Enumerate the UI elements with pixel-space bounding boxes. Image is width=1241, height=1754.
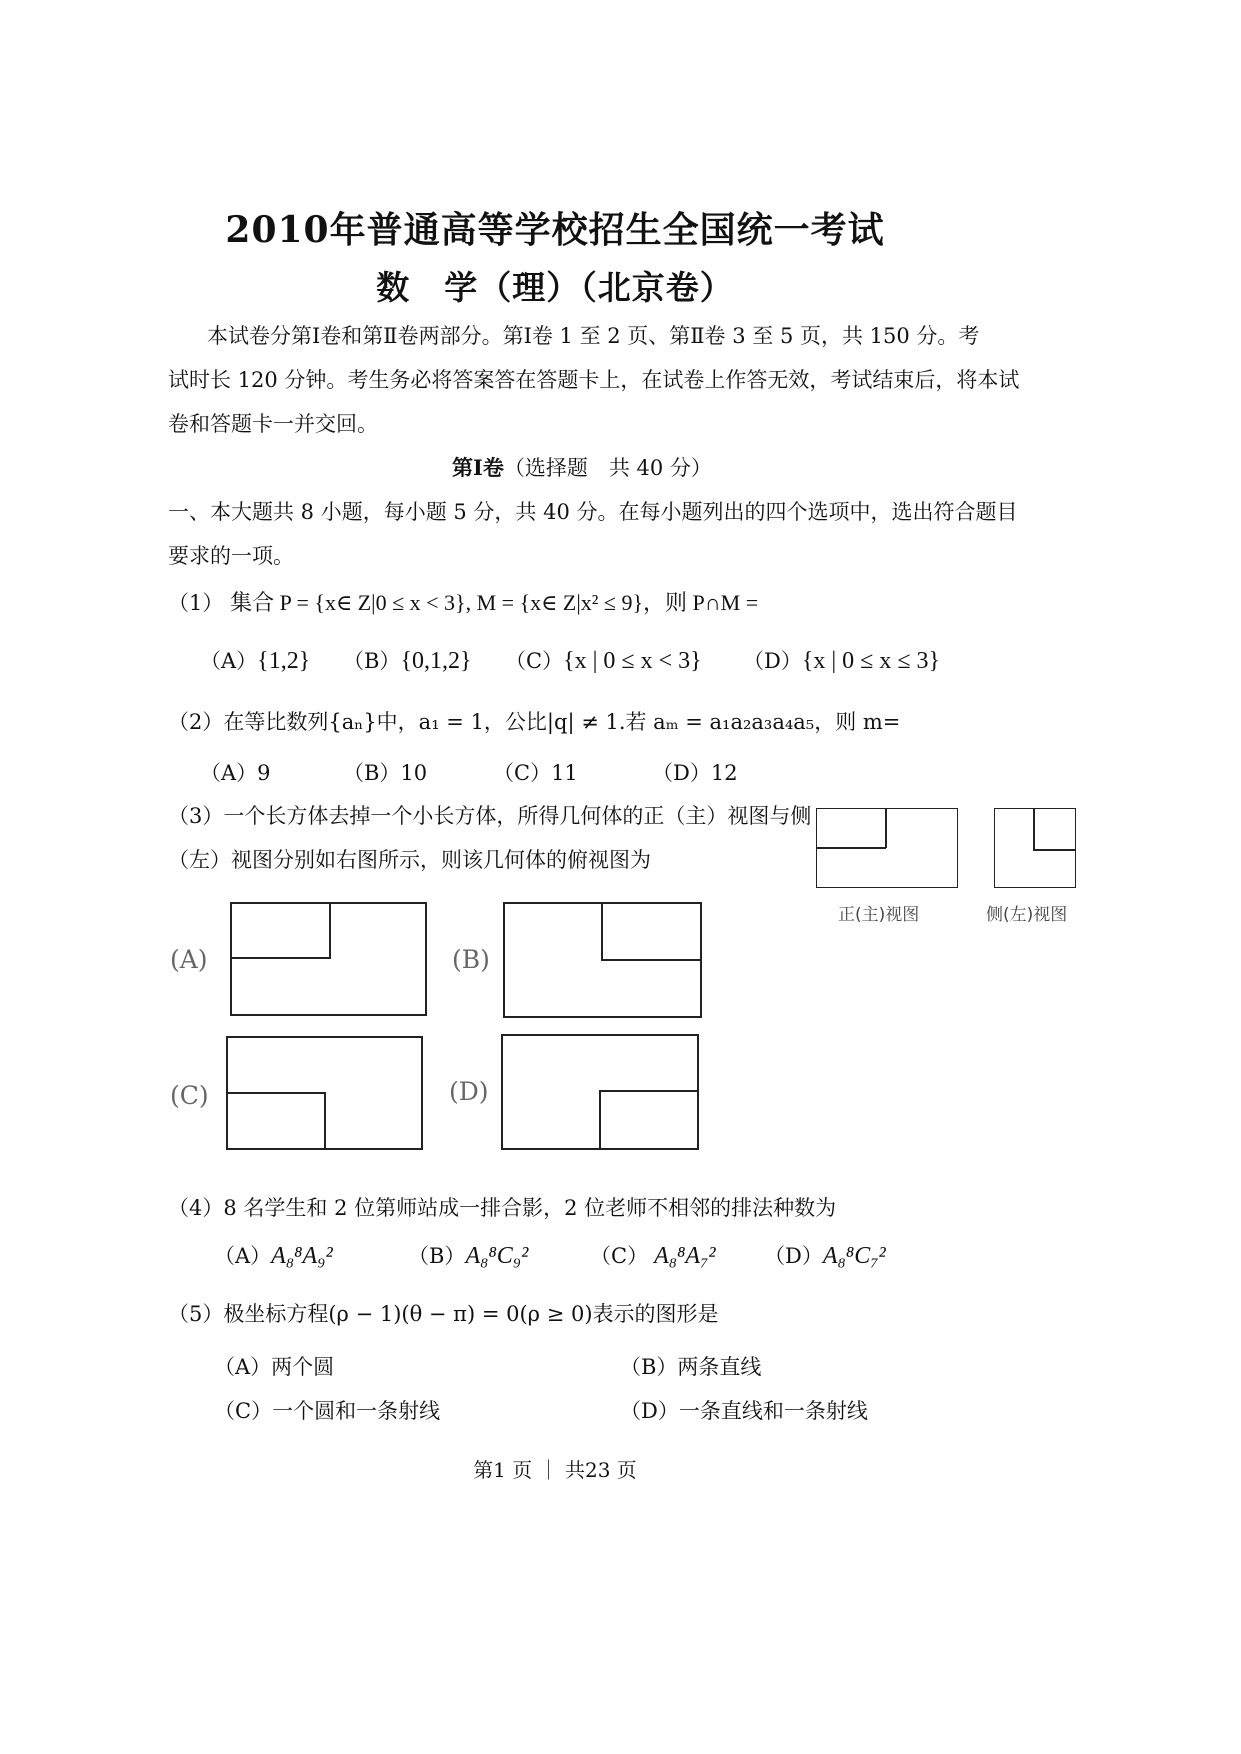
q4-option-a-label: （A） bbox=[214, 1244, 272, 1268]
q2-option-d: （D）12 bbox=[652, 761, 738, 785]
intro-line-2: 试时长 120 分钟。考生务必将答案答在答题卡上，在试卷上作答无效，考试结束后，将本试 bbox=[168, 368, 1020, 392]
q4-option-b-label: （B） bbox=[408, 1244, 466, 1268]
q1-option-b bbox=[343, 645, 471, 675]
q4-option-d-value: A₈⁸C₇² bbox=[822, 1243, 886, 1269]
q4-option-b-value: A₈⁸C₉² bbox=[465, 1243, 529, 1269]
q1-option-a-label: （A） bbox=[200, 649, 258, 673]
q4-stem: （4）8 名学生和 2 位第师站成一排合影，2 位老师不相邻的排法种数为 bbox=[168, 1196, 837, 1220]
front-view-hline bbox=[816, 847, 886, 849]
option-d-hline bbox=[599, 1090, 699, 1092]
q4-option-d-label: （D） bbox=[764, 1244, 823, 1268]
q4-option-c bbox=[590, 1240, 716, 1270]
q3-line-1: （3）一个长方体去掉一个小长方体，所得几何体的正（主）视图与侧 bbox=[168, 804, 812, 828]
option-b-hline bbox=[601, 959, 702, 961]
q5-option-c: （C）一个圆和一条射线 bbox=[214, 1399, 441, 1423]
q3-label-d: (D) bbox=[449, 1077, 489, 1106]
section-heading-bold: 第Ⅰ卷 bbox=[452, 455, 504, 480]
side-view-vline bbox=[1033, 808, 1035, 850]
option-b-vline bbox=[601, 902, 603, 961]
q1-option-c bbox=[505, 645, 702, 675]
intro-line-1: 本试卷分第Ⅰ卷和第Ⅱ卷两部分。第Ⅰ卷 1 至 2 页、第Ⅱ卷 3 至 5 页，共 150 分。考 bbox=[207, 324, 980, 348]
q2-option-c: （C）11 bbox=[493, 761, 578, 785]
option-a-vline bbox=[329, 902, 331, 959]
q2-stem: （2）在等比数列{aₙ}中，a₁ = 1，公比|q| ≠ 1.若 aₘ = a₁a₂a₃a₄a₅，则 m= bbox=[168, 710, 901, 734]
front-view-caption: 正(主)视图 bbox=[838, 905, 920, 925]
front-view-vline bbox=[885, 808, 887, 848]
instructions-line-1: 一、本大题共 8 小题，每小题 5 分，共 40 分。在每小题列出的四个选项中，选出符合题目 bbox=[168, 500, 1018, 524]
q4-option-a-value: A₈⁸A₉² bbox=[271, 1243, 333, 1269]
q1-option-d-value: {x | 0 ≤ x ≤ 3} bbox=[801, 648, 941, 674]
q1-option-c-label: （C） bbox=[505, 649, 564, 673]
q1-option-d-label: （D） bbox=[743, 649, 802, 673]
q5-option-b: （B）两条直线 bbox=[620, 1355, 762, 1379]
intro-line-3: 卷和答题卡一并交回。 bbox=[168, 412, 378, 436]
q4-option-a bbox=[214, 1240, 333, 1270]
q1-text: 集合 P = {x∈ Z|0 ≤ x < 3}, M = {x∈ Z|x² ≤ 9}，则 P∩M = bbox=[230, 590, 759, 615]
page-footer: 第1 页 ｜ 共23 页 bbox=[473, 1458, 637, 1482]
q1-option-d bbox=[743, 645, 940, 675]
option-c-hline bbox=[226, 1092, 326, 1094]
side-view-outer bbox=[994, 808, 1076, 888]
section-heading bbox=[452, 452, 712, 482]
q5-option-a: （A）两个圆 bbox=[214, 1355, 335, 1379]
q1-option-a-value: {1,2} bbox=[257, 648, 311, 674]
q5-stem: （5）极坐标方程(ρ − 1)(θ − π) = 0(ρ ≥ 0)表示的图形是 bbox=[168, 1302, 719, 1326]
exam-title: 2010年普通高等学校招生全国统一考试 bbox=[225, 209, 885, 251]
q1-number: （1） bbox=[168, 591, 224, 615]
q4-option-b bbox=[408, 1240, 528, 1270]
q1-option-a bbox=[200, 645, 310, 675]
section-heading-rest: （选择题 共 40 分） bbox=[503, 456, 712, 480]
q1-option-c-value: {x | 0 ≤ x < 3} bbox=[563, 648, 702, 674]
q3-label-a: (A) bbox=[170, 945, 208, 974]
q2-option-a: （A）9 bbox=[200, 761, 271, 785]
q4-option-c-label: （C） bbox=[590, 1244, 649, 1268]
q2-option-b: （B）10 bbox=[343, 761, 428, 785]
option-a-hline bbox=[230, 957, 331, 959]
side-view-hline bbox=[1033, 849, 1076, 851]
instructions-line-2: 要求的一项。 bbox=[168, 544, 294, 568]
q1-option-b-value: {0,1,2} bbox=[400, 648, 472, 674]
q4-option-d bbox=[764, 1240, 886, 1270]
option-d-vline bbox=[599, 1090, 601, 1150]
q5-option-d: （D）一条直线和一条射线 bbox=[620, 1399, 868, 1423]
exam-subtitle: 数 学（理）（北京卷） bbox=[376, 268, 734, 307]
q3-line-2: （左）视图分别如右图所示，则该几何体的俯视图为 bbox=[168, 848, 651, 872]
q4-option-c-value: A₈⁸A₇² bbox=[654, 1243, 716, 1269]
q1-option-b-label: （B） bbox=[343, 649, 401, 673]
q1-stem bbox=[168, 586, 758, 617]
side-view-caption: 侧(左)视图 bbox=[986, 905, 1068, 925]
option-c-vline bbox=[324, 1092, 326, 1150]
q3-label-b: (B) bbox=[452, 945, 490, 974]
q3-label-c: (C) bbox=[170, 1081, 209, 1110]
